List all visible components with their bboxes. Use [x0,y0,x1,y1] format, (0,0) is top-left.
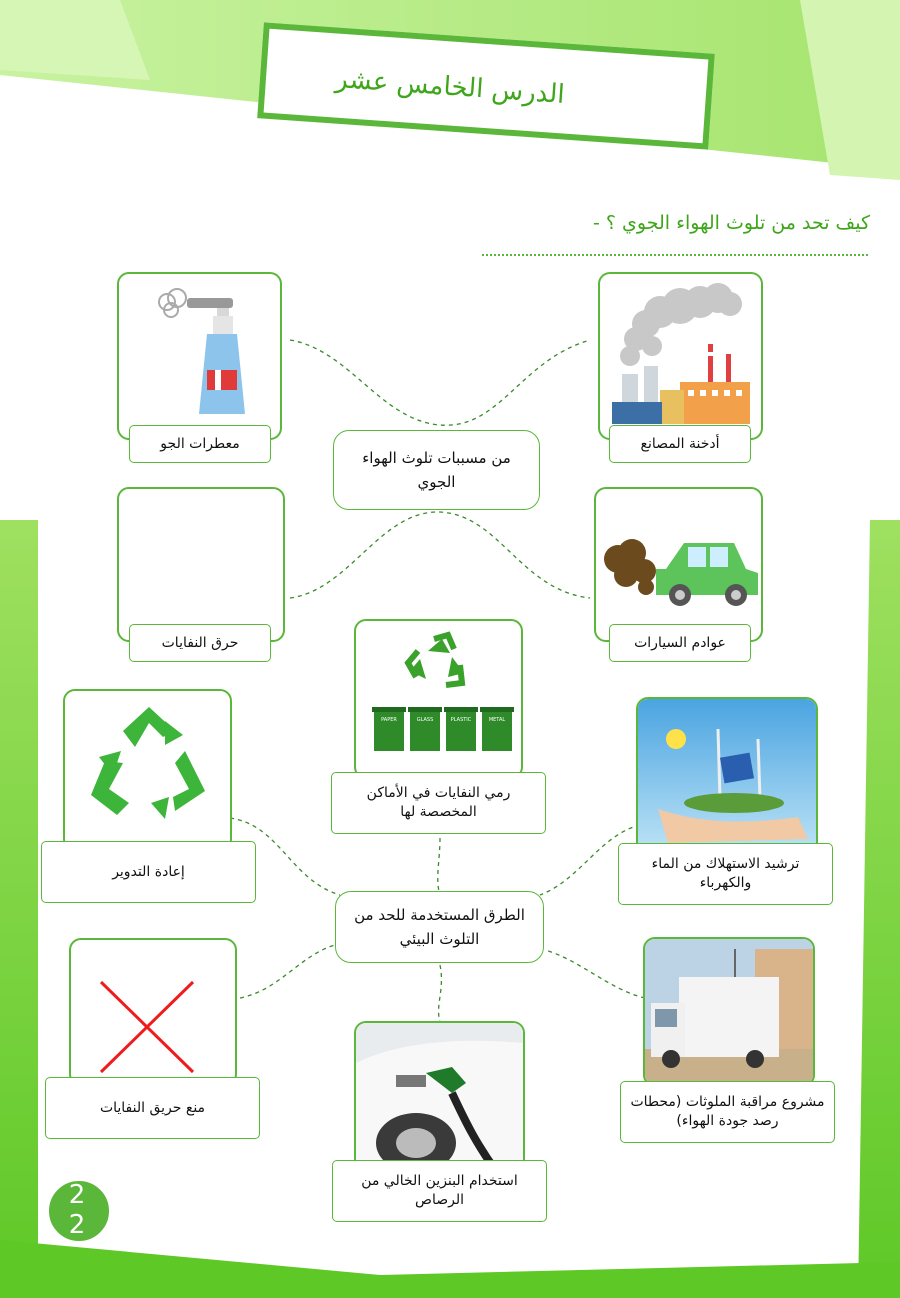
bin-label-glass: GLASS [416,717,434,723]
bins-card [354,619,523,779]
spray-label: معطرات الجو [129,425,271,463]
no-burning-label: منع حريق النفايات [45,1077,260,1139]
recycle-label: إعادة التدوير [41,841,256,903]
solar-wind-hand-icon [638,699,816,855]
solutions-hub: الطرق المستخدمة للحد من التلوث البيئي [335,891,544,963]
car-label: عوادم السيارات [609,624,751,662]
monitoring-truck-icon [645,939,813,1085]
factory-card [598,272,763,440]
bin-label-plastic: PLASTIC [450,717,472,723]
question-text: كيف تحد من تلوث الهواء الجوي ؟ - [593,212,870,234]
recycle-card [63,689,232,851]
red-x-icon [71,940,235,1084]
factory-icon [600,274,761,438]
burning-waste-card [117,487,285,642]
solar-card [636,697,818,857]
page-title: الدرس الخامس عشر [334,64,566,110]
bins-label: رمي النفايات في الأماكن المخصصة لها [331,772,546,834]
monitoring-label: مشروع مراقبة الملوثات (محطات رصد جودة الهواء) [620,1081,835,1143]
bin-label-paper: PAPER [381,717,397,723]
monitoring-card [643,937,815,1087]
car-exhaust-icon [596,489,761,640]
page-number: 22 [68,1180,86,1240]
burning-waste-label: حرق النفايات [129,624,271,662]
recycle-icon [65,691,230,849]
no-burning-card [69,938,237,1086]
fuel-label: استخدام البنزين الخالي من الرصاص [332,1160,547,1222]
factory-label: أدخنة المصانع [609,425,751,463]
car-card [594,487,763,642]
spray-bottle-icon [119,274,280,438]
bin-label-metal: METAL [488,717,506,723]
fuel-card [354,1021,525,1173]
recycle-bins-icon [356,621,521,777]
causes-hub: من مسببات تلوث الهواء الجوي [333,430,540,510]
spray-card [117,272,282,440]
fuel-nozzle-icon [356,1023,523,1171]
solar-label: ترشيد الاستهلاك من الماء والكهرباء [618,843,833,905]
